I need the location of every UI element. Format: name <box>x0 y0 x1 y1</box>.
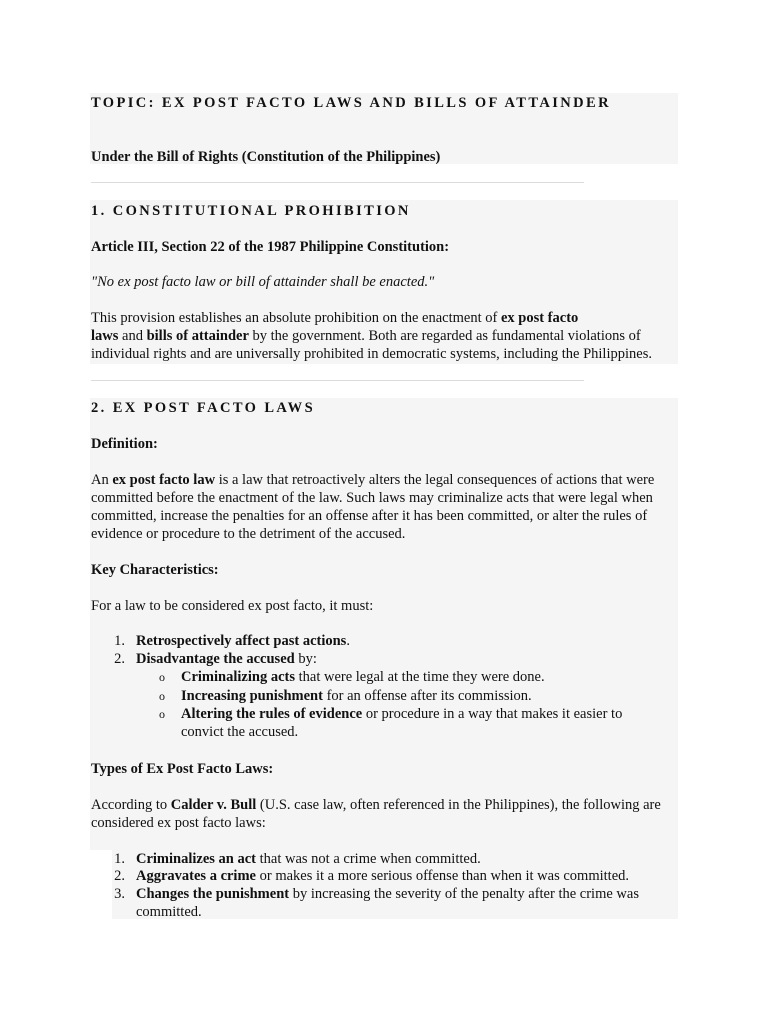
definition-paragraph <box>91 471 681 543</box>
key-characteristics-intro: For a law to be considered ex post facto, it must: <box>91 598 374 614</box>
constitution-quote: "No ex post facto law or bill of attainder shall be enacted." <box>91 274 435 290</box>
definition-label: Definition: <box>91 436 158 452</box>
sub-item-bold: Increasing punishment <box>181 688 323 704</box>
section-heading: 2. EX POST FACTO LAWS <box>91 400 316 416</box>
case-name: Calder v. Bull <box>170 797 257 813</box>
list-number: 3. <box>114 886 125 902</box>
definition-text: An <box>91 472 113 488</box>
term-bills-of-attainder: bills of attainder <box>146 328 249 344</box>
list-number: 1. <box>114 633 125 649</box>
sub-item-bold: Criminalizing acts <box>181 669 295 685</box>
provision-text: and <box>118 328 147 344</box>
provision-paragraph <box>91 309 681 363</box>
divider <box>91 380 584 381</box>
list-item-text: or makes it a more serious offense than when it was committed. <box>255 868 629 884</box>
list-item-text: by: <box>294 651 317 667</box>
bullet-icon: o <box>159 707 165 721</box>
provision-text: This provision establishes an absolute prohibition on the enactment of <box>91 310 501 326</box>
list-item-text: by increasing the severity of the penalty after the crime was committed. <box>136 886 639 920</box>
list-item-bold: Criminalizes an act <box>136 851 257 867</box>
list-item-text: . <box>346 633 350 649</box>
sub-item-text: that were legal at the time they were done. <box>294 669 545 685</box>
types-text: (U.S. case law, often referenced in the Philippines), the following are considered ex post facto laws: <box>91 797 661 831</box>
list-item-bold: Retrospectively affect past actions <box>136 633 347 649</box>
list-number: 2. <box>114 651 125 667</box>
topic-heading: TOPIC: EX POST FACTO LAWS AND BILLS OF ATTAINDER <box>91 95 611 111</box>
list-item-bold: Changes the punishment <box>136 886 290 902</box>
bullet-icon: o <box>159 670 165 684</box>
sub-item-text: for an offense after its commission. <box>322 688 532 704</box>
section-heading: 1. CONSTITUTIONAL PROHIBITION <box>91 203 411 219</box>
list-number: 1. <box>114 851 125 867</box>
term-ex-post-facto: ex post facto <box>500 310 579 326</box>
list-item-bold: Aggravates a crime <box>136 868 256 884</box>
sub-item-bold: Altering the rules of evidence <box>181 706 363 722</box>
types-intro <box>91 796 681 832</box>
key-characteristics-label: Key Characteristics: <box>91 562 219 578</box>
term-laws: laws <box>91 328 119 344</box>
provision-text: by the government. Both are regarded as fundamental violations of individual rights and are universally prohibited in democratic systems, including the Philippines. <box>91 328 652 362</box>
list-item-text: that was not a crime when committed. <box>256 851 481 867</box>
sub-item-text: or procedure in a way that makes it easier to convict the accused. <box>181 706 623 740</box>
divider <box>91 182 584 183</box>
document-subtitle: Under the Bill of Rights (Constitution of the Philippines) <box>91 149 441 165</box>
types-label: Types of Ex Post Facto Laws: <box>91 761 274 777</box>
definition-text: is a law that retroactively alters the legal consequences of actions that were committed before the enactment of the law. Such laws may criminalize acts that were legal when committed, increase the penalties for an offense after it has been committed, or alter the rules of evidence or procedure to the detriment of the accused. <box>91 472 655 542</box>
list-number: 2. <box>114 868 125 884</box>
term-ex-post-facto-law: ex post facto law <box>112 472 216 488</box>
types-text: According to <box>91 797 171 813</box>
article-citation: Article III, Section 22 of the 1987 Philippine Constitution: <box>91 239 450 255</box>
list-item-bold: Disadvantage the accused <box>136 651 295 667</box>
bullet-icon: o <box>159 689 165 703</box>
